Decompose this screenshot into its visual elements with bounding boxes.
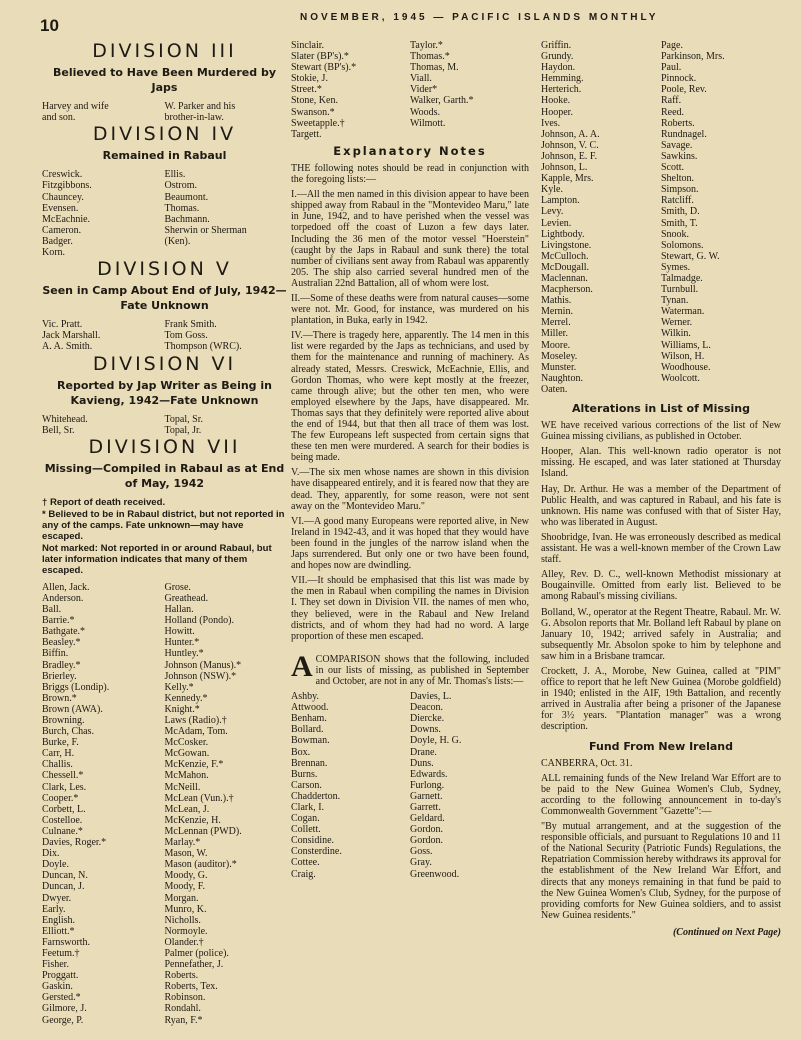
name-list-left: [291, 691, 410, 880]
list-entry: Thomas.: [164, 202, 200, 214]
division-3-names: [42, 101, 287, 123]
list-entry: English.: [42, 914, 76, 926]
list-entry: Clark, Les.: [42, 781, 87, 793]
legend-unmarked: Not marked: Not reported in or around Rabaul, but later information indicates that many of them escaped.: [42, 542, 272, 576]
list-entry: Brown.*: [42, 692, 77, 704]
list-entry: Consterdine.: [291, 846, 342, 858]
list-entry: Bachmann.: [164, 213, 210, 225]
list-entry: Levien.: [541, 217, 572, 229]
list-entry: Sinclair.: [291, 40, 325, 51]
list-entry: McCosker.: [164, 737, 209, 749]
list-entry: Whitehead.: [42, 413, 88, 425]
list-entry: Burch, Chas.: [42, 726, 94, 738]
list-entry: Haydon.: [541, 62, 576, 74]
list-entry: brother-in-law.: [164, 112, 224, 124]
list-entry: Browning.: [42, 715, 85, 726]
list-entry: Munster.: [541, 361, 577, 373]
paragraph: "By mutual arrangement, and at the suggestion of the responsible officials, and pursuant to Regulations 10 and 11 of the National Security (Patriotic Funds) Regulations, the Repatriation Commission hereby withdraws its approval for the establishment of the New Ireland War Effort, and directs that any moneys remaining in that fund be paid to the New Guinea Women's Club, Sydney, for the purpose of providing comforts for New Guinea soldiers, and to assist New Guinea residents.": [541, 821, 781, 921]
list-entry: Proggatt.: [42, 970, 79, 982]
list-entry: Griffin.: [541, 40, 572, 51]
name-list-left: [42, 582, 165, 1026]
paragraph: CANBERRA, Oct. 31.: [541, 757, 633, 769]
list-entry: Talmadge.: [661, 272, 703, 284]
list-entry: Chadderton.: [291, 790, 341, 802]
list-entry: Poole, Rev.: [661, 84, 707, 96]
list-entry: Ryan, F.*: [164, 1014, 203, 1026]
name-list-right: [410, 40, 529, 140]
list-entry: Maclennan.: [541, 272, 588, 284]
list-entry: Gray.: [410, 857, 432, 869]
list-entry: Oaten.: [541, 383, 568, 395]
list-entry: Targett.: [291, 128, 322, 140]
list-entry: Mernin.: [541, 306, 573, 318]
running-head: NOVEMBER, 1945 — PACIFIC ISLANDS MONTHLY: [300, 12, 659, 23]
list-entry: Deacon.: [410, 702, 444, 714]
fund-text: [541, 758, 781, 921]
list-entry: Normoyle.: [164, 925, 208, 937]
list-entry: Corbett, L.: [42, 803, 86, 815]
list-entry: McLean, J.: [164, 803, 210, 815]
paragraph: Hooper, Alan. This well-known radio operator is not missing. He escaped, and was later stationed at Thursday Island.: [541, 446, 781, 480]
list-entry: Elliott.*: [42, 925, 75, 937]
list-entry: Ostrom.: [164, 180, 197, 192]
division-6-title: DIVISION VI: [92, 352, 237, 375]
paragraph: VI.—A good many Europeans were reported alive, in New Ireland in 1942-43, and it was hoped that they would have been found in the jungles of the narrow island when the Japs surrendered. But only one or two have been found, and hopes now are dwindling.: [291, 515, 529, 572]
list-entry: Clark, I.: [291, 802, 325, 813]
list-entry: Collett.: [291, 824, 321, 836]
list-entry: Evensen.: [42, 202, 79, 214]
list-entry: Snook.: [661, 228, 690, 240]
list-entry: Jack Marshall.: [42, 330, 101, 342]
paragraph: Hay, Dr. Arthur. He was a member of the Department of Public Health, and was captured in Rabaul, and his fate is unknown. His name was confused with that of Sister Hay, who was liberated in August.: [541, 483, 781, 528]
name-list-left: [42, 101, 165, 123]
paragraph: Alley, Rev. D. C., well-known Methodist missionary at Bougainville. Omitted from early list. Believed to be among Rabaul's missing civilians.: [541, 569, 781, 603]
division-7-subtitle: Missing—Compiled in Rabaul as at End of May, 1942: [44, 461, 285, 490]
list-entry: McNeill.: [164, 781, 201, 793]
list-entry: Frank Smith.: [164, 319, 217, 331]
paragraph: THE following notes should be read in conjunction with the foregoing lists:—: [291, 162, 529, 186]
list-entry: Slater (BP's).*: [291, 51, 349, 63]
list-entry: Waterman.: [661, 306, 705, 318]
list-entry: Laws (Radio).†: [164, 715, 227, 726]
list-entry: Cottee.: [291, 857, 320, 869]
list-entry: Barrie.*: [42, 615, 75, 627]
list-entry: Beasley.*: [42, 637, 81, 649]
list-entry: Palmer (police).: [164, 947, 229, 959]
list-entry: Burke, F.: [42, 737, 79, 749]
list-entry: W. Parker and his: [164, 101, 236, 113]
comparison-names: [291, 691, 529, 880]
list-entry: Nicholls.: [164, 914, 201, 926]
list-entry: McCulloch.: [541, 250, 589, 262]
list-entry: Badger.: [42, 235, 73, 247]
list-entry: Hallan.: [164, 604, 194, 616]
list-entry: Wilson, H.: [661, 350, 705, 362]
list-entry: Mason (auditor).*: [164, 859, 237, 871]
list-entry: Goss.: [410, 846, 433, 858]
list-entry: Carr, H.: [42, 748, 75, 760]
list-entry: Roberts.: [661, 117, 695, 129]
column-2: [291, 40, 529, 880]
list-entry: Craig.: [291, 868, 316, 880]
paragraph: Shoobridge, Ivan. He was erroneously described as medical assistant. He was a well-known member of the Crown Law staff.: [541, 531, 781, 566]
list-entry: Miller.: [541, 328, 568, 340]
list-entry: Korn.: [42, 247, 66, 259]
list-entry: Huntley.*: [164, 648, 204, 660]
name-list-left: [42, 414, 165, 436]
continued-note: (Continued on Next Page): [672, 926, 781, 938]
list-entry: Roberts, Tex.: [164, 981, 218, 993]
list-entry: Johnson, V. C.: [541, 139, 599, 151]
list-entry: Dix.: [42, 848, 60, 860]
list-entry: Swanson.*: [291, 106, 335, 118]
list-entry: Levy.: [541, 206, 564, 218]
list-entry: Furlong.: [410, 779, 445, 791]
list-entry: Savage.: [661, 139, 693, 151]
list-entry: Thomas.*: [410, 51, 450, 63]
name-list-right: [165, 414, 288, 436]
list-entry: Benham.: [291, 713, 327, 725]
paragraph: V.—The six men whose names are shown in this division have disappeared entirely, and it is feared now that they are dead. They, apparently, for some reason, were not sent away on the "Montevideo Maru.": [291, 467, 529, 512]
paragraph: VII.—It should be emphasised that this list was made by the men in Rabaul when compiling the names in Division I. They set down in Division VII. the names of men who, they believed, were in the Rabaul and New Ireland districts, and of whom they had had no word. A large proportion of these men escaped.: [291, 575, 529, 642]
list-entry: Bathgate.*: [42, 626, 86, 638]
list-entry: Kapple, Mrs.: [541, 173, 594, 185]
explanatory-notes-title: Explanatory Notes: [333, 143, 487, 158]
list-entry: Hunter.*: [164, 637, 200, 649]
list-entry: Moore.: [541, 339, 571, 351]
list-entry: McAdam, Tom.: [164, 726, 228, 738]
list-entry: Sherwin or Sherman: [164, 224, 247, 236]
list-entry: Hooper.: [541, 106, 573, 118]
list-entry: Doyle, H. G.: [410, 735, 462, 747]
list-entry: Ball.: [42, 604, 62, 616]
list-entry: Moody, G.: [164, 870, 208, 882]
list-entry: Vider*: [410, 84, 438, 96]
list-entry: Johnson (Manus).*: [164, 659, 242, 671]
list-entry: Smith, T.: [661, 217, 698, 229]
list-entry: Holland (Pondo).: [164, 615, 234, 627]
list-entry: Thomas, M.: [410, 62, 459, 74]
page-number: 10: [40, 16, 59, 35]
list-entry: Feetum.†: [42, 947, 80, 959]
list-entry: Livingstone.: [541, 239, 592, 251]
list-entry: Williams, L.: [661, 339, 711, 351]
list-entry: Kennedy.*: [164, 692, 208, 704]
list-entry: Challis.: [42, 759, 73, 771]
list-entry: (Ken).: [164, 235, 191, 247]
list-entry: Chauncey.: [42, 191, 84, 203]
list-entry: Geldard.: [410, 813, 445, 825]
list-entry: George, P.: [42, 1014, 84, 1026]
list-entry: Walker, Garth.*: [410, 95, 474, 107]
list-entry: Tom Goss.: [164, 330, 208, 342]
list-entry: Garrett.: [410, 802, 441, 813]
name-list-right: [165, 101, 288, 123]
division-6-names: [42, 414, 287, 436]
list-entry: Pennefather, J.: [164, 959, 224, 971]
list-entry: Diercke.: [410, 713, 445, 725]
list-entry: Cogan.: [291, 813, 320, 825]
list-entry: Howitt.: [164, 626, 195, 638]
list-entry: Drane.: [410, 746, 437, 758]
list-entry: Page.: [661, 40, 683, 51]
list-entry: McMahon.: [164, 770, 209, 782]
list-entry: Johnson, L.: [541, 162, 588, 174]
list-entry: Munro, K.: [164, 903, 207, 915]
list-entry: Wilkin.: [661, 328, 691, 340]
list-entry: Topal, Jr.: [164, 424, 202, 436]
list-entry: Culnane.*: [42, 825, 83, 837]
list-entry: McDougall.: [541, 261, 590, 273]
division-4-title: DIVISION IV: [92, 123, 237, 146]
name-list-right: [165, 319, 288, 352]
list-entry: Ives.: [541, 117, 561, 129]
division-3-title: DIVISION III: [92, 40, 237, 62]
explanatory-notes: [291, 163, 529, 642]
comparison-paragraph: ACOMPARISON shows that the following, included in our lists of missing, as published in September and October, are not in any of Mr. Thomas's lists:—: [291, 649, 529, 687]
comparison-names-continued: [541, 40, 781, 395]
list-entry: Scott.: [661, 162, 685, 174]
list-entry: Brierley.: [42, 670, 77, 682]
list-entry: Dwyer.: [42, 892, 72, 904]
alterations-text: [541, 420, 781, 732]
list-entry: Reed.: [661, 106, 685, 118]
division-5-names: [42, 319, 287, 352]
list-entry: Naughton.: [541, 372, 583, 384]
list-entry: Davies, Roger.*: [42, 837, 107, 849]
list-entry: Kelly.*: [164, 681, 194, 693]
list-entry: Harvey and wife: [42, 101, 109, 113]
list-entry: Cooper.*: [42, 792, 79, 804]
list-entry: Gordon.: [410, 824, 444, 836]
paragraph: ALL remaining funds of the New Ireland War Effort are to be paid to the New Guinea Women's Club, Sydney, according to the following announcement in to-day's Commonwealth Government "Gazette":—: [541, 772, 781, 817]
list-entry: Werner.: [661, 317, 693, 329]
list-entry: Greathead.: [164, 592, 209, 604]
list-entry: Duncan, J.: [42, 881, 85, 893]
list-entry: Bell, Sr.: [42, 424, 75, 436]
list-entry: Grose.: [164, 581, 191, 593]
name-list-right: [410, 691, 529, 880]
list-entry: Cameron.: [42, 224, 82, 236]
list-entry: Burns.: [291, 768, 318, 780]
list-entry: Woodhouse.: [661, 361, 711, 373]
name-list-left: [42, 319, 165, 352]
list-entry: Stone, Ken.: [291, 95, 338, 107]
division-4-subtitle: Remained in Rabaul: [102, 149, 227, 163]
list-entry: Considine.: [291, 835, 335, 847]
list-entry: Sawkins.: [661, 150, 698, 162]
list-entry: Bowman.: [291, 735, 330, 747]
paragraph: I.—All the men named in this division appear to have been shipped away from Rabaul in the "Montevideo Maru," late in June, 1942, and to have perished when the vessel was torpedoed off the coast of Luzon a few days later. Including the 36 men of the motor vessel "Hoerstein" (caught by the Japs in Rabaul and sunk there) the total number of civilians sent away from Rabaul was apparently 205. The ship also carried several hundred men of the Australian 22nd Battalion, all of whom were lost.: [291, 189, 529, 289]
division-7-title: DIVISION VII: [88, 435, 241, 458]
list-entry: McKenzie, H.: [164, 814, 221, 826]
name-list-left: [541, 40, 661, 395]
list-entry: Pinnock.: [661, 73, 697, 85]
list-entry: Hooke.: [541, 95, 571, 107]
list-entry: Parkinson, Mrs.: [661, 51, 725, 63]
list-entry: Gordon.: [410, 835, 444, 847]
list-entry: Viall.: [410, 73, 432, 85]
list-entry: Robinson.: [164, 992, 206, 1004]
column-1: [42, 40, 287, 1026]
list-entry: Raff.: [661, 95, 682, 107]
list-entry: Box.: [291, 746, 311, 758]
list-entry: Anderson.: [42, 592, 84, 604]
list-entry: Stewart, G. W.: [661, 250, 720, 262]
division-7-legend: [42, 497, 287, 576]
name-list-right: [661, 40, 781, 395]
list-entry: Duns.: [410, 757, 434, 769]
list-entry: Symes.: [661, 261, 691, 273]
list-entry: Kyle.: [541, 184, 563, 196]
list-entry: Attwood.: [291, 702, 329, 714]
list-entry: Brennan.: [291, 757, 328, 769]
list-entry: Biffin.: [42, 648, 69, 660]
list-entry: Merrel.: [541, 317, 571, 329]
list-entry: A. A. Smith.: [42, 341, 93, 353]
list-entry: Vic. Pratt.: [42, 319, 83, 331]
list-entry: Sweetapple.†: [291, 117, 345, 129]
list-entry: Johnson, A. A.: [541, 128, 600, 140]
list-entry: Beaumont.: [164, 191, 209, 203]
list-entry: Wilmott.: [410, 117, 446, 129]
list-entry: Woolcott.: [661, 372, 700, 384]
name-list-left: [291, 40, 410, 140]
list-entry: Bollard.: [291, 724, 324, 736]
list-entry: Johnson (NSW).*: [164, 670, 237, 682]
list-entry: and son.: [42, 112, 76, 124]
list-entry: Ashby.: [291, 691, 319, 703]
list-entry: Fisher.: [42, 959, 69, 971]
legend-dagger: † Report of death received.: [42, 496, 166, 508]
list-entry: Turnbull.: [661, 284, 699, 296]
list-entry: Brown (AWA).: [42, 703, 103, 715]
list-entry: Garnett.: [410, 790, 443, 802]
division-5-title: DIVISION V: [97, 258, 232, 281]
list-entry: Fitzgibbons.: [42, 180, 92, 192]
name-list-right: [165, 169, 288, 258]
list-entry: Herterich.: [541, 84, 582, 96]
list-entry: Morgan.: [164, 892, 199, 904]
list-entry: Stokie, J.: [291, 73, 328, 85]
list-entry: Edwards.: [410, 768, 448, 780]
alterations-title: Alterations in List of Missing: [572, 402, 750, 415]
list-entry: Gilmore, J.: [42, 1003, 87, 1015]
list-entry: Allen, Jack.: [42, 581, 90, 593]
list-entry: Topal, Sr.: [164, 413, 203, 425]
paragraph: IV.—There is tragedy here, apparently. The 14 men in this list were regarded by the Japs as technicians, and used by them for the maintenance and running of machinery. As already stated, Messrs. Creswick, McEachnie, Ellis, and Gordon Thomas, who were kept mostly at the freezer, came through alive; but the other ten men, who were employed elsewhere by the Japs, have disappeared. Mr. Thomas says that they definitely were reported alive about the end of 1944, but that then all trace of them was lost. The few Europeans left suspected from certain signs that these ten men were murdered. A search for their bodies is being made.: [291, 330, 529, 464]
list-entry: Doyle.: [42, 859, 69, 871]
list-entry: Paul.: [661, 62, 682, 74]
list-entry: Tynan.: [661, 295, 689, 307]
list-entry: Downs.: [410, 724, 441, 736]
list-entry: Rondahl.: [164, 1003, 201, 1015]
list-entry: Creswick.: [42, 169, 83, 181]
list-entry: McLennan (PWD).: [164, 825, 242, 837]
division-3-subtitle: Believed to Have Been Murdered by Japs: [52, 66, 277, 95]
list-entry: Chessell.*: [42, 770, 84, 782]
list-entry: Greenwood.: [410, 868, 460, 880]
paragraph: Bolland, W., operator at the Regent Theatre, Rabaul. Mr. W. G. Absolon reports that Mr. Bolland left Rabaul by plane on January 10, 1942; arrived safely in Australia; and subsequently Mr. Absolon spoke to him by telephone and saw him in a Brisbane tramcar.: [541, 606, 781, 662]
list-entry: Woods.: [410, 106, 441, 118]
list-entry: Street.*: [291, 84, 322, 96]
list-entry: Ratcliff.: [661, 195, 694, 207]
list-entry: McKenzie, F.*: [164, 759, 224, 771]
paragraph: WE have received various corrections of the list of New Guinea missing civilians, as published in October.: [541, 420, 781, 443]
division-6-subtitle: Reported by Jap Writer as Being in Kavieng, 1942—Fate Unknown: [57, 378, 272, 407]
list-entry: Moseley.: [541, 350, 578, 362]
list-entry: Mathis.: [541, 295, 572, 307]
list-entry: Gersted.*: [42, 992, 81, 1004]
list-entry: Taylor.*: [410, 40, 443, 51]
list-entry: Marlay.*: [164, 837, 201, 849]
list-entry: Macpherson.: [541, 284, 593, 296]
list-entry: Mason, W.: [164, 848, 208, 860]
list-entry: Lampton.: [541, 195, 580, 207]
paragraph: II.—Some of these deaths were from natural causes—some were not. Mr. Good, for instance, was murdered on his plantation, in Buka, early in 1942.: [291, 292, 529, 327]
list-entry: Solomons.: [661, 239, 704, 251]
paragraph: Crockett, J. A., Morobe, New Guinea, called at "PIM" office to report that he left New Guinea (Morobe goldfield) in 1940; enlisted in the AIF, 19th Battalion, and recently arrived in Australia after being a prisoner of the Japanese for 3½ years. "Plantation manager" was a wrong description.: [541, 665, 781, 733]
division-7-names: [42, 582, 287, 1026]
list-entry: Smith, D.: [661, 206, 700, 218]
list-entry: Early.: [42, 903, 66, 915]
legend-asterisk: * Believed to be in Rabaul district, but not reported in any of the camps. Fate unknown—may have escaped.: [42, 508, 285, 542]
continued-names: [291, 40, 529, 140]
list-entry: Simpson.: [661, 184, 699, 196]
name-list-left: [42, 169, 165, 258]
list-entry: McGowan.: [164, 748, 210, 760]
name-list-right: [165, 582, 288, 1026]
list-entry: Shelton.: [661, 173, 695, 185]
list-entry: Duncan, N.: [42, 870, 88, 882]
list-entry: Knight.*: [164, 703, 200, 715]
list-entry: Costelloe.: [42, 814, 83, 826]
division-4-names: [42, 169, 287, 258]
list-entry: Rundnagel.: [661, 128, 707, 140]
list-entry: McEachnie.: [42, 213, 91, 225]
list-entry: Gaskin.: [42, 981, 73, 993]
list-entry: Hemming.: [541, 73, 584, 85]
list-entry: Carson.: [291, 779, 322, 791]
list-entry: McLean (Vun.).†: [164, 792, 234, 804]
fund-title: Fund From New Ireland: [589, 739, 733, 753]
list-entry: Bradley.*: [42, 659, 81, 671]
list-entry: Stewart (BP's).*: [291, 62, 357, 74]
division-5-subtitle: Seen in Camp About End of July, 1942—Fate Unknown: [42, 284, 287, 313]
list-entry: Lightbody.: [541, 228, 585, 240]
list-entry: Roberts.: [164, 970, 199, 982]
list-entry: Briggs (Londip).: [42, 681, 110, 693]
list-entry: Johnson, E. F.: [541, 150, 598, 162]
list-entry: Olander.†: [164, 936, 204, 948]
list-entry: Thompson (WRC).: [164, 341, 242, 353]
list-entry: Moody, F.: [164, 881, 206, 893]
list-entry: Ellis.: [164, 169, 186, 181]
list-entry: Grundy.: [541, 51, 574, 63]
list-entry: Farnsworth.: [42, 936, 91, 948]
list-entry: Davies, L.: [410, 691, 452, 703]
column-3: [541, 40, 781, 938]
